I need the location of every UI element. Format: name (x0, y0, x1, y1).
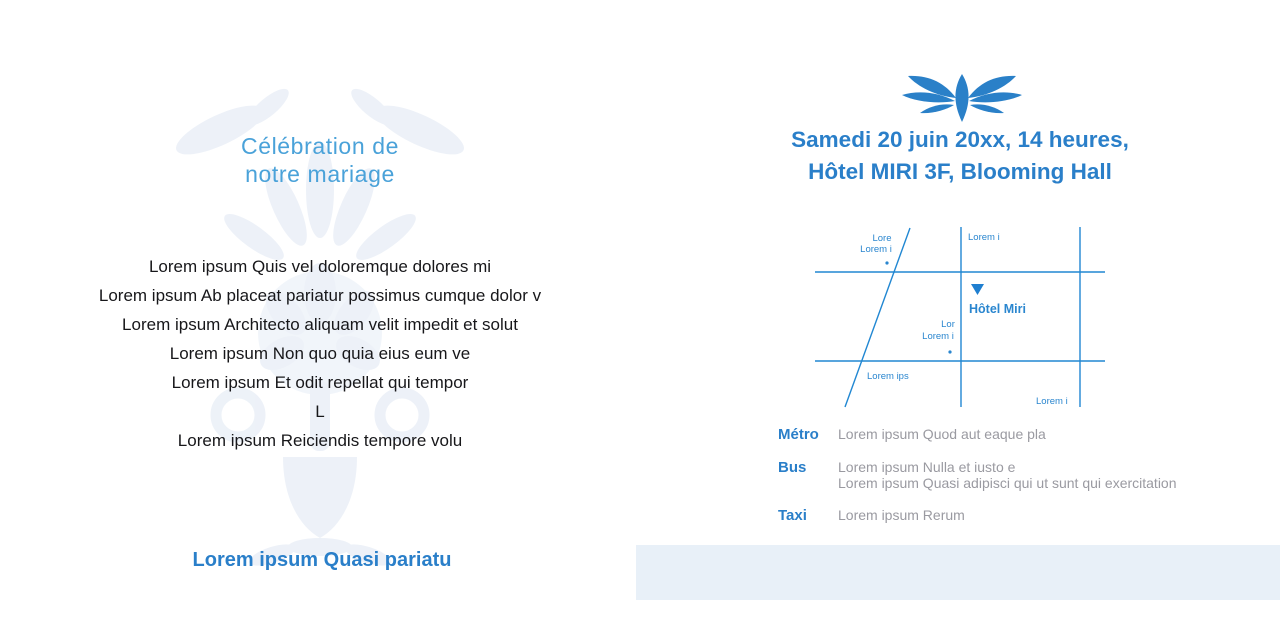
event-heading (640, 124, 1280, 188)
lotus-divider-ornament-icon (760, 70, 1164, 130)
transit-row-taxi (778, 507, 965, 524)
invitation-title-line2: notre mariage (245, 161, 395, 187)
map-label-hotel: Hôtel Miri (969, 302, 1026, 316)
transit-text: Lorem ipsum Nulla et iusto e (838, 459, 1016, 475)
transit-text: Lorem ipsum Quod aut eaque pla (838, 426, 1046, 442)
invitation-body-text (0, 252, 640, 455)
invitation-title-line1: Célébration de (240, 133, 399, 159)
location-map (805, 215, 1115, 415)
map-label-street-top: Lorem i (968, 232, 1000, 243)
transit-label-bus: Bus (778, 459, 807, 476)
map-label-station-mid-1: Lor (941, 319, 955, 330)
map-label-station-mid-2: Lorem i (922, 331, 954, 342)
body-line: Lorem ipsum Et odit repellat qui tempor (171, 373, 469, 392)
body-line: Lorem ipsum Architecto aliquam velit impedit et solut (122, 315, 518, 334)
body-line: Lorem ipsum Reiciendis tempore volu (177, 431, 463, 450)
transit-text: Lorem ipsum Quasi adipisci qui ut sunt qui exercitation (838, 475, 1177, 491)
transit-row-bus (778, 459, 1177, 491)
map-label-station-top-2: Lorem i (860, 244, 892, 255)
map-station-dot (948, 350, 951, 353)
map-marker-icon (971, 284, 984, 295)
body-line: Lorem ipsum Non quo quia eius eum ve (169, 344, 471, 363)
invitation-footer-text: Lorem ipsum Quasi pariatu (192, 549, 452, 571)
invitation-right-page (640, 0, 1280, 644)
event-heading-line1: Samedi 20 juin 20xx, 14 heures, (791, 127, 1129, 152)
map-label-street-right: Lorem i (1036, 396, 1068, 407)
transit-label-taxi: Taxi (778, 507, 807, 524)
map-station-dot (885, 261, 888, 264)
body-line: L (315, 402, 325, 421)
body-line: Lorem ipsum Ab placeat pariatur possimus cumque dolor v (98, 286, 542, 305)
transit-label-metro: Métro (778, 426, 819, 443)
transit-text: Lorem ipsum Rerum (838, 507, 965, 523)
event-heading-line2: Hôtel MIRI 3F, Blooming Hall (808, 159, 1112, 184)
footer-band (636, 545, 1280, 600)
body-line: Lorem ipsum Quis vel doloremque dolores mi (148, 257, 492, 276)
map-label-station-top-1: Lore (872, 233, 892, 244)
invitation-title (0, 132, 640, 188)
transit-row-metro (778, 426, 1046, 443)
map-label-street-bottom: Lorem ips (867, 371, 909, 382)
